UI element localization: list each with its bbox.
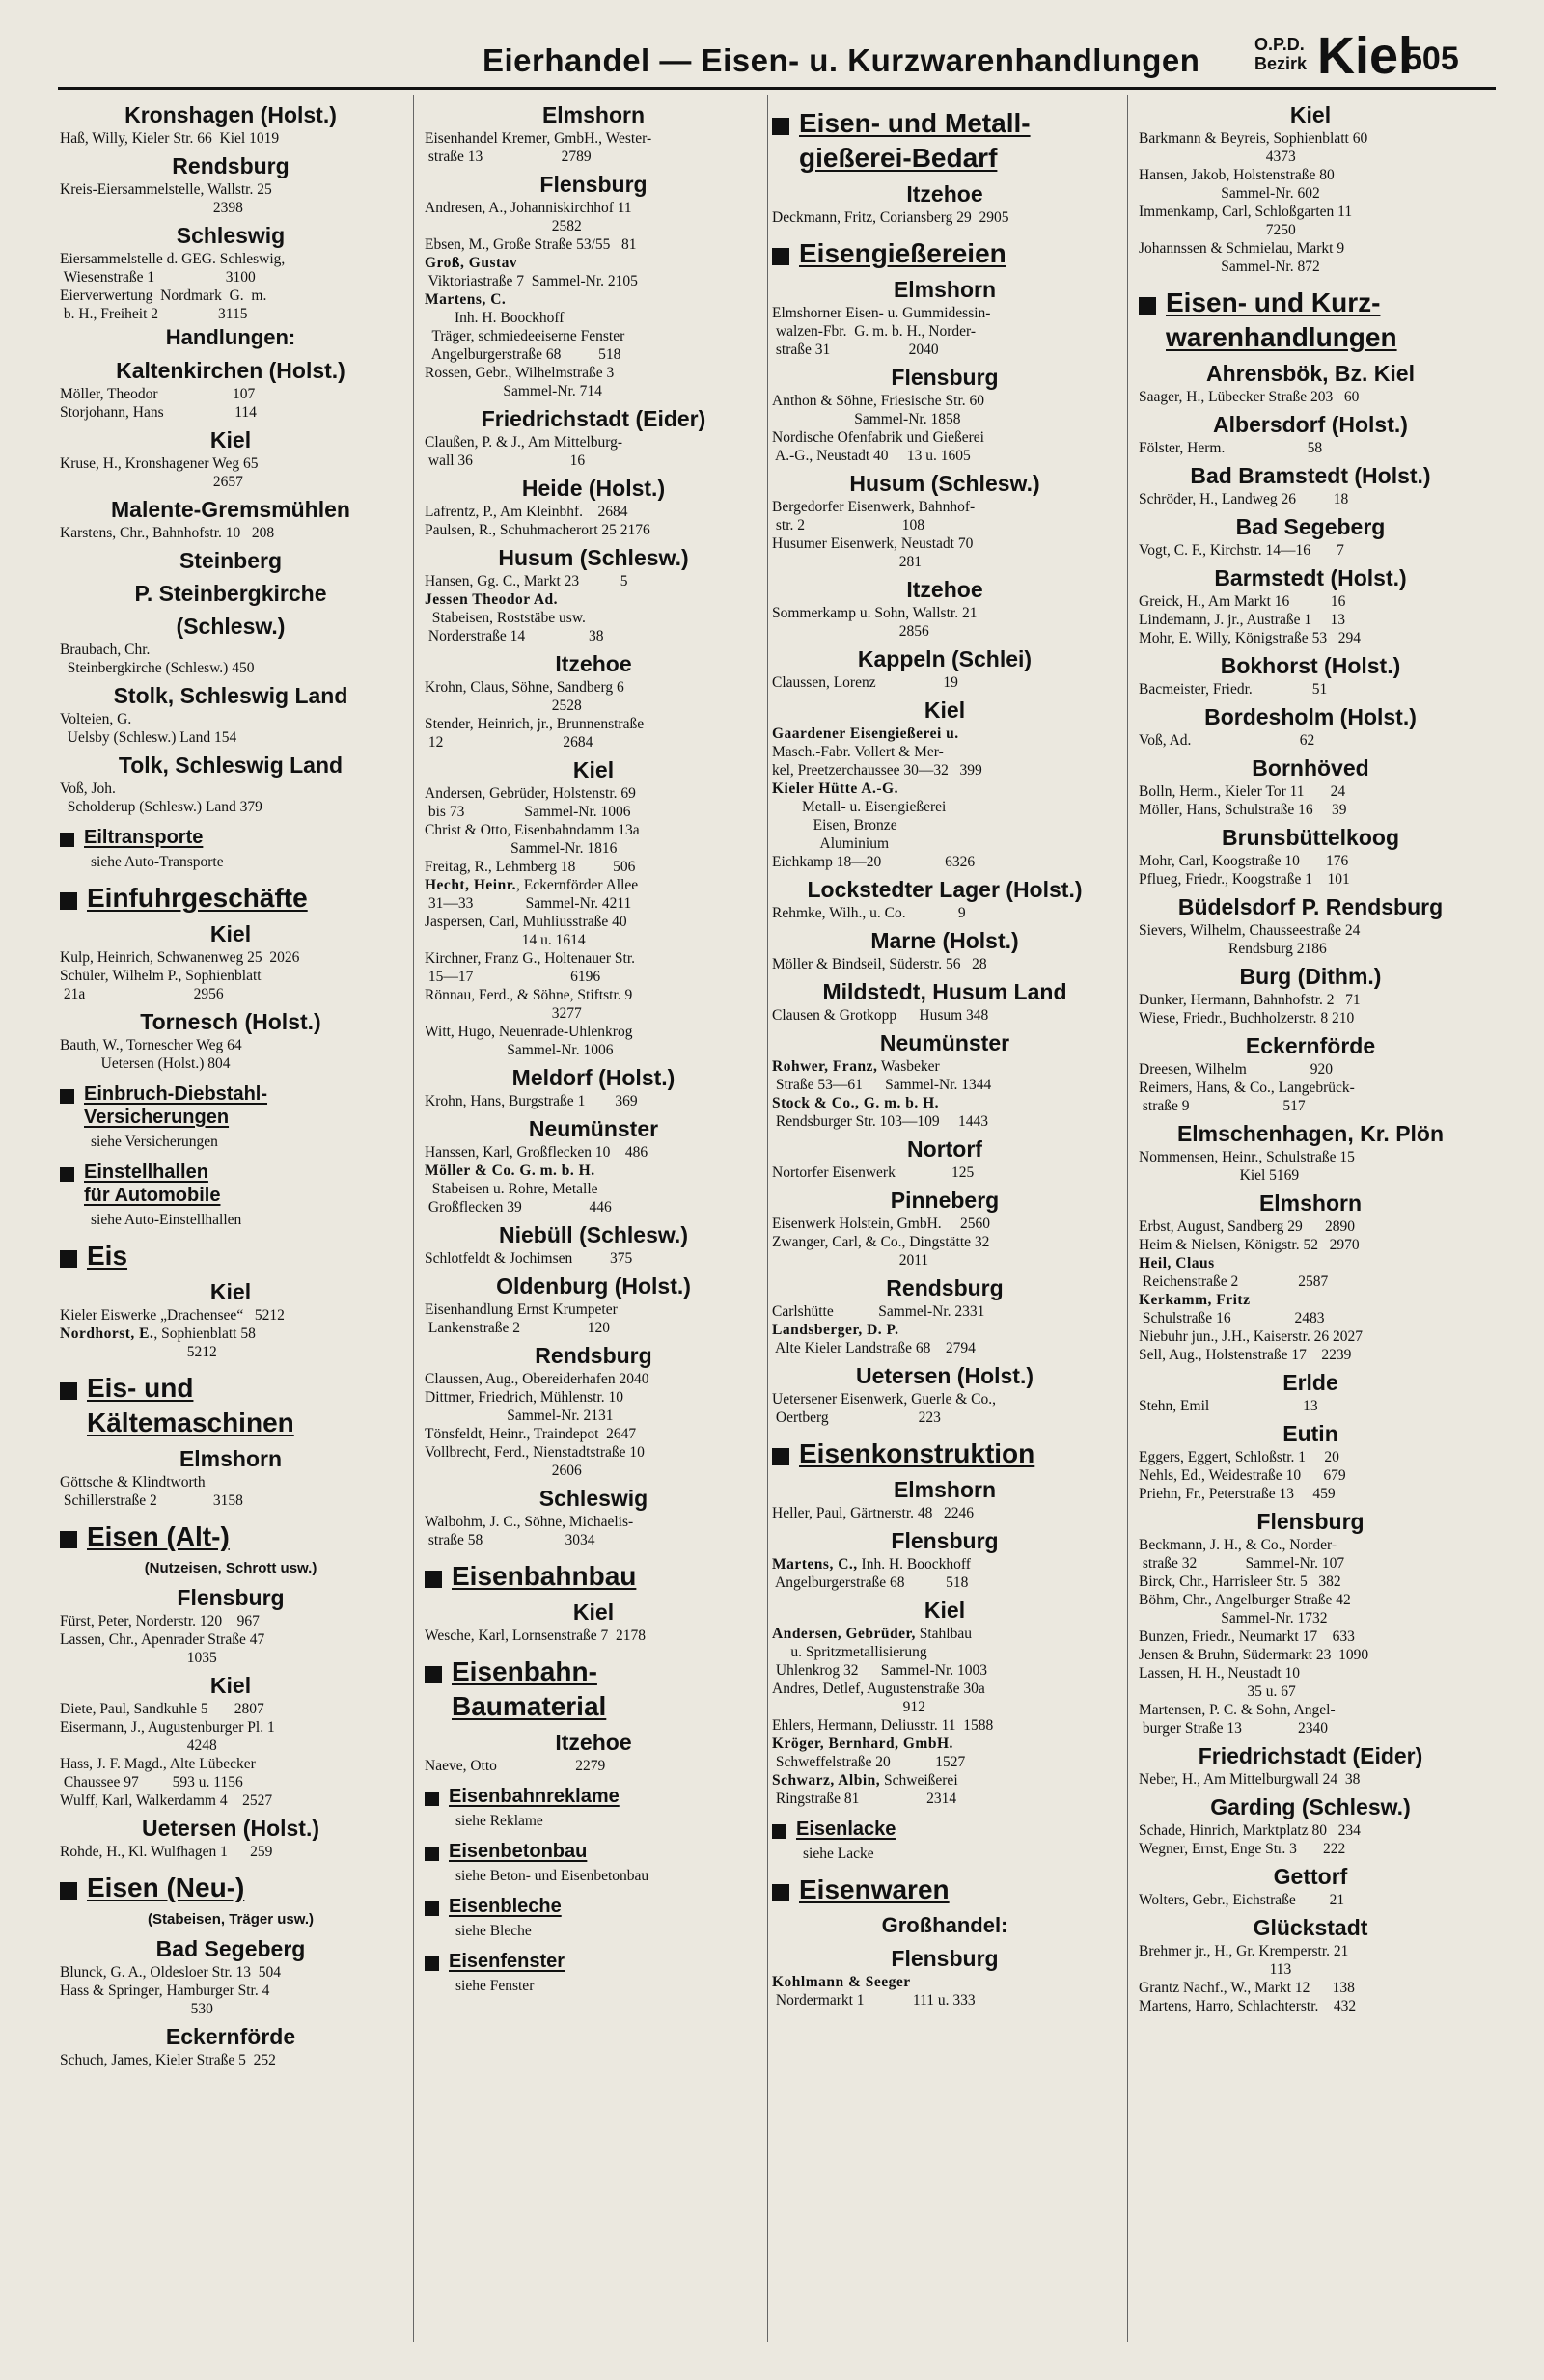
directory-entry: Claussen, Lorenz 19	[772, 674, 958, 691]
column-divider	[1127, 95, 1128, 2342]
directory-entry: Diete, Paul, Sandkuhle 5 2807	[60, 1701, 264, 1717]
cross-reference: siehe Fenster	[455, 1978, 535, 1994]
directory-entry: Husumer Eisenwerk, Neustadt 70 281	[772, 535, 974, 570]
location-heading: Neumünster	[879, 1030, 1010, 1055]
section-heading	[772, 1818, 1117, 1841]
section-heading	[60, 1161, 401, 1207]
directory-entry: Andersen, Gebrüder, Holstenstr. 69 bis 73 Sammel-Nr. 1006	[425, 785, 636, 820]
directory-entry: Christ & Otto, Eisenbahndamm 13a Sammel-Nr. 1816	[425, 822, 640, 857]
location-heading: Bokhorst (Holst.)	[1220, 653, 1401, 678]
directory-entry: Kieler Hütte A.-G. Metall- u. Eisengießerei Eisen, Bronze Aluminium	[772, 780, 947, 852]
directory-entry: Braubach, Chr. Steinbergkirche (Schlesw.) 450	[60, 642, 255, 676]
section-title: Eis	[87, 1241, 128, 1271]
location-heading: Neumünster	[528, 1116, 659, 1141]
location-heading: Oldenburg (Holst.)	[496, 1273, 691, 1299]
cross-reference: siehe Auto-Einstellhallen	[91, 1212, 242, 1228]
location-heading: Brunsbüttelkoog	[1222, 825, 1399, 850]
directory-entry: Clausen & Grotkopp Husum 348	[772, 1007, 989, 1024]
directory-entry: Gaardener Eisengießerei u. Masch.-Fabr. Vollert & Mer- kel, Preetzerchaussee 30—32 399	[772, 725, 982, 779]
directory-entry: Rohde, H., Kl. Wulfhagen 1 259	[60, 1844, 273, 1860]
directory-entry: Kieler Eiswerke „Drachensee“ 5212	[60, 1307, 285, 1324]
location-heading: Elmschenhagen, Kr. Plön	[1176, 1121, 1445, 1146]
directory-entry: Lassen, Chr., Apenrader Straße 47 1035	[60, 1631, 265, 1666]
section-title: Eisenbleche	[449, 1896, 562, 1917]
directory-entry: Dreesen, Wilhelm 920	[1139, 1061, 1333, 1078]
directory-entry: Eisenhandel Kremer, GmbH., Wester- straße 13 2789	[425, 130, 652, 165]
directory-entry: Heim & Nielsen, Königstr. 52 2970	[1139, 1237, 1360, 1253]
location-heading: Nortorf	[907, 1136, 982, 1162]
location-heading: Rendsburg	[172, 153, 290, 178]
directory-entry: Martens, C. Inh. H. Boockhoff Träger, schmiedeeiserne Fenster Angelburgerstraße 68 518	[425, 291, 625, 363]
location-heading: Uetersen (Holst.)	[141, 1816, 320, 1841]
directory-entry: Jessen Theodor Ad. Stabeisen, Roststäbe usw. Norderstraße 14 38	[425, 591, 604, 644]
district-city: Kiel	[1317, 27, 1414, 85]
section-title: Einbruch-Diebstahl- Versicherungen	[84, 1083, 268, 1128]
directory-entry: Sommerkamp u. Sohn, Wallstr. 21 2856	[772, 605, 978, 640]
section-note: (Nutzeisen, Schrott usw.)	[144, 1560, 317, 1576]
square-bullet-icon	[1139, 297, 1156, 315]
directory-entry: Landsberger, D. P. Alte Kieler Landstraße 68 2794	[772, 1322, 976, 1356]
page-number: 505	[1404, 41, 1459, 77]
directory-entry: Voß, Joh. Scholderup (Schlesw.) Land 379	[60, 780, 262, 815]
directory-entry: Wesche, Karl, Lornsenstraße 7 2178	[425, 1628, 647, 1644]
directory-entry: Nommensen, Heinr., Schulstraße 15 Kiel 5169	[1139, 1149, 1355, 1184]
directory-entry: Witt, Hugo, Neuenrade-Uhlenkrog Sammel-Nr. 1006	[425, 1024, 633, 1058]
section-title: Eisenfenster	[449, 1951, 565, 1972]
location-heading: Kiel	[572, 757, 615, 782]
square-bullet-icon	[60, 833, 74, 847]
location-heading: Kiel	[209, 1279, 252, 1304]
section-heading	[772, 1436, 1117, 1471]
cross-reference: siehe Reklame	[455, 1813, 543, 1829]
directory-entry: Stender, Heinrich, jr., Brunnenstraße 12 2684	[425, 716, 645, 751]
directory-entry: Wegner, Ernst, Enge Str. 3 222	[1139, 1841, 1346, 1857]
location-heading: Husum (Schlesw.)	[849, 471, 1040, 496]
location-heading: Kiel	[572, 1600, 615, 1625]
square-bullet-icon	[60, 1089, 74, 1104]
section-title: Eisen- und Kurz- warenhandlungen	[1166, 287, 1397, 352]
directory-entry: Kulp, Heinrich, Schwanenweg 25 2026	[60, 949, 300, 966]
directory-entry: Wulff, Karl, Walkerdamm 4 2527	[60, 1792, 273, 1809]
directory-entry: Hansen, Jakob, Holstenstraße 80 Sammel-Nr. 602	[1139, 167, 1335, 202]
directory-entry: Kröger, Bernhard, GmbH. Schweffelstraße 20 1527	[772, 1736, 966, 1770]
section-heading	[60, 881, 401, 916]
directory-entry: Neber, H., Am Mittelburgwall 24 38	[1139, 1771, 1361, 1788]
directory-entry: Martens, C., Inh. H. Boockhoff Angelburgerstraße 68 518	[772, 1556, 971, 1591]
section-title: Eisengießereien	[799, 238, 1006, 268]
location-heading: Mildstedt, Husum Land	[822, 979, 1067, 1004]
directory-entry: Schuch, James, Kieler Straße 5 252	[60, 2052, 276, 2068]
directory-entry: Volteien, G. Uelsby (Schlesw.) Land 154	[60, 711, 237, 746]
location-heading: Kiel	[924, 1598, 966, 1623]
directory-entry: Möller & Bindseil, Süderstr. 56 28	[772, 956, 987, 972]
directory-entry: Lassen, H. H., Neustadt 10 35 u. 67	[1139, 1665, 1301, 1700]
cross-reference: siehe Lacke	[803, 1846, 874, 1862]
directory-entry: Johannssen & Schmielau, Markt 9 Sammel-Nr. 872	[1139, 240, 1345, 275]
square-bullet-icon	[60, 1382, 77, 1400]
directory-entry: Bauth, W., Tornescher Weg 64 Uetersen (Holst.) 804	[60, 1037, 242, 1072]
location-heading: Kaltenkirchen (Holst.)	[116, 358, 345, 383]
location-heading: Itzehoe	[555, 1730, 632, 1755]
directory-entry: Nordische Ofenfabrik und Gießerei A.-G., Neustadt 40 13 u. 1605	[772, 429, 984, 464]
directory-entry: Mohr, Carl, Koogstraße 10 176	[1139, 853, 1349, 869]
directory-entry: Claussen, Aug., Obereiderhafen 2040	[425, 1371, 649, 1387]
directory-entry: Lafrentz, P., Am Kleinbhf. 2684	[425, 504, 628, 520]
directory-entry: Beckmann, J. H., & Co., Norder- straße 32 Sammel-Nr. 107	[1139, 1537, 1345, 1572]
square-bullet-icon	[425, 1792, 439, 1806]
column-1	[60, 96, 401, 2344]
section-heading	[772, 1873, 1117, 1907]
directory-entry: Möller, Theodor 107	[60, 386, 256, 402]
directory-entry: Tönsfeldt, Heinr., Traindepot 2647	[425, 1426, 637, 1442]
directory-entry: Kerkamm, Fritz Schulstraße 16 2483	[1139, 1292, 1325, 1327]
section-title: Eisenbetonbau	[449, 1841, 588, 1862]
location-heading: Flensburg	[177, 1585, 285, 1610]
column-divider	[413, 95, 414, 2342]
location-heading: Kiel	[209, 921, 252, 946]
subheading: Großhandel:	[881, 1913, 1008, 1937]
section-heading	[425, 1895, 762, 1918]
directory-entry: Rohwer, Franz, Wasbeker Straße 53—61 Sammel-Nr. 1344	[772, 1058, 992, 1093]
square-bullet-icon	[60, 1882, 77, 1900]
location-heading: Elmshorn	[893, 1477, 997, 1502]
directory-entry: Brehmer jr., H., Gr. Kremperstr. 21 113	[1139, 1943, 1349, 1978]
directory-entry: Heil, Claus Reichenstraße 2 2587	[1139, 1255, 1329, 1290]
location-heading: Flensburg	[539, 172, 648, 197]
directory-entry: Hass, J. F. Magd., Alte Lübecker Chaussee 97 593 u. 1156	[60, 1756, 256, 1791]
section-title: Eisen (Alt-)	[87, 1521, 230, 1551]
directory-entry: Claußen, P. & J., Am Mittelburg- wall 36 16	[425, 434, 623, 469]
directory-entry: Kohlmann & Seeger Nordermarkt 1 111 u. 333	[772, 1974, 976, 2009]
section-heading	[60, 1519, 401, 1554]
location-heading: Husum (Schlesw.)	[498, 545, 689, 570]
directory-entry: Grantz Nachf., W., Markt 12 138	[1139, 1980, 1355, 1996]
directory-entry: Andersen, Gebrüder, Stahlbau u. Spritzmetallisierung Uhlenkrog 32 Sammel-Nr. 1003	[772, 1626, 988, 1679]
location-heading: Schleswig	[538, 1486, 648, 1511]
directory-entry: Sell, Aug., Holstenstraße 17 2239	[1139, 1347, 1352, 1363]
column-4	[1139, 96, 1482, 2344]
section-heading	[60, 1371, 401, 1440]
section-title: Eisenbahnbau	[452, 1561, 637, 1591]
directory-entry: Fölster, Herm. 58	[1139, 440, 1323, 456]
section-title: Eis- und Kältemaschinen	[87, 1373, 294, 1437]
location-heading: Itzehoe	[555, 651, 632, 676]
location-heading: Kiel	[209, 1673, 252, 1698]
section-heading	[60, 1239, 401, 1273]
directory-entry: Möller, Hans, Schulstraße 16 39	[1139, 802, 1347, 818]
location-heading: Eckernförde	[165, 2024, 296, 2049]
directory-entry: Nortorfer Eisenwerk 125	[772, 1164, 975, 1181]
directory-entry: Rossen, Gebr., Wilhelmstraße 3 Sammel-Nr. 714	[425, 365, 615, 399]
directory-entry: Bergedorfer Eisenwerk, Bahnhof- str. 2 108	[772, 499, 976, 533]
directory-entry: Bacmeister, Friedr. 51	[1139, 681, 1328, 698]
directory-entry: Eggers, Eggert, Schloßstr. 1 20	[1139, 1449, 1339, 1465]
location-heading: Ahrensbök, Bz. Kiel	[1206, 361, 1415, 386]
directory-entry: Stehn, Emil 13	[1139, 1398, 1318, 1414]
location-heading: Elmshorn	[1258, 1190, 1363, 1216]
directory-entry: Deckmann, Fritz, Coriansberg 29 2905	[772, 209, 1009, 226]
directory-entry: Storjohann, Hans 114	[60, 404, 257, 421]
section-title: Eisenbahnreklame	[449, 1786, 620, 1807]
location-heading: Flensburg	[891, 1946, 999, 1971]
directory-entry: Hansen, Gg. C., Markt 23 5	[425, 573, 628, 589]
cross-reference: siehe Bleche	[455, 1923, 532, 1939]
directory-entry: Heller, Paul, Gärtnerstr. 48 2246	[772, 1505, 975, 1521]
column-2	[425, 96, 762, 2344]
section-heading	[425, 1785, 762, 1808]
location-heading: Eckernförde	[1245, 1033, 1376, 1058]
location-heading: Burg (Dithm.)	[1239, 964, 1382, 989]
location-heading: Marne (Holst.)	[870, 928, 1019, 953]
location-heading: Bordesholm (Holst.)	[1204, 704, 1417, 729]
square-bullet-icon	[772, 1824, 786, 1839]
section-title: Einstellhallen für Automobile	[84, 1162, 221, 1206]
directory-entry: Andresen, A., Johanniskirchhof 11 2582	[425, 200, 632, 234]
location-heading: Itzehoe	[906, 577, 983, 602]
directory-entry: Lindemann, J. jr., Austraße 1 13	[1139, 612, 1345, 628]
location-heading: Bad Segeberg	[1235, 514, 1386, 539]
location-heading: Flensburg	[1256, 1509, 1365, 1534]
directory-entry: Stock & Co., G. m. b. H. Rendsburger Str. 103—109 1443	[772, 1095, 989, 1130]
location-heading: Steinberg	[179, 548, 283, 573]
directory-entry: Schüler, Wilhelm P., Sophienblatt 21a 2956	[60, 968, 262, 1002]
section-title: Eiltransporte	[84, 827, 204, 848]
directory-entry: Carlshütte Sammel-Nr. 2331	[772, 1303, 985, 1320]
section-title: Eisenkonstruktion	[799, 1438, 1035, 1468]
directory-entry: Immenkamp, Carl, Schloßgarten 11 7250	[1139, 204, 1353, 238]
square-bullet-icon	[60, 1531, 77, 1548]
section-heading	[1139, 286, 1482, 355]
directory-entry: Freitag, R., Lehmberg 18 506	[425, 859, 636, 875]
location-heading: Friedrichstadt (Eider)	[1198, 1743, 1423, 1768]
location-heading: Stolk, Schleswig Land	[113, 683, 348, 708]
directory-entry: Reimers, Hans, & Co., Langebrück- straße 9 517	[1139, 1080, 1355, 1114]
location-heading: Gettorf	[1273, 1864, 1348, 1889]
location-heading: Kiel	[209, 427, 252, 452]
location-heading: Erlde	[1282, 1370, 1338, 1395]
location-heading: Kappeln (Schlei)	[857, 646, 1033, 671]
square-bullet-icon	[772, 1884, 789, 1901]
location-heading: Büdelsdorf P. Rendsburg	[1177, 894, 1444, 919]
directory-entry: Barkmann & Beyreis, Sophienblatt 60 4373	[1139, 130, 1368, 165]
directory-entry: Nehls, Ed., Weidestraße 10 679	[1139, 1467, 1346, 1484]
directory-entry: Niebuhr jun., J.H., Kaiserstr. 26 2027	[1139, 1328, 1364, 1345]
location-heading: Malente-Gremsmühlen	[111, 497, 350, 522]
directory-entry: Hanssen, Karl, Großflecken 10 486	[425, 1144, 648, 1161]
directory-entry: Pflueg, Friedr., Koogstraße 1 101	[1139, 871, 1350, 888]
section-heading	[772, 106, 1117, 176]
directory-entry: Eisenhandlung Ernst Krumpeter Lankenstraße 2 120	[425, 1301, 618, 1336]
section-heading	[772, 236, 1117, 271]
section-heading	[60, 1082, 401, 1129]
directory-entry: Fürst, Peter, Norderstr. 120 967	[60, 1613, 260, 1629]
directory-entry: Böhm, Chr., Angelburger Straße 42 Sammel-Nr. 1732	[1139, 1592, 1351, 1627]
location-heading: Rendsburg	[535, 1343, 652, 1368]
directory-entry: Haß, Willy, Kieler Str. 66 Kiel 1019	[60, 130, 280, 147]
directory-entry: Eiersammelstelle d. GEG. Schleswig, Wiesenstraße 1 3100	[60, 251, 286, 286]
directory-entry: Krohn, Hans, Burgstraße 1 369	[425, 1093, 638, 1109]
directory-entry: Jaspersen, Carl, Muhliusstraße 40 14 u. 1614	[425, 914, 627, 948]
section-heading	[425, 1655, 762, 1724]
location-heading: Bad Segeberg	[155, 1936, 306, 1961]
section-title: Eisenbahn- Baumaterial	[452, 1656, 607, 1721]
directory-entry: Göttsche & Klindtworth Schillerstraße 2 3158	[60, 1474, 243, 1509]
directory-entry: Vogt, C. F., Kirchstr. 14—16 7	[1139, 542, 1344, 559]
directory-entry: Naeve, Otto 2279	[425, 1758, 606, 1774]
opd-label: O.P.D. Bezirk	[1254, 35, 1308, 73]
section-heading	[425, 1840, 762, 1863]
location-heading: Bornhöved	[1252, 755, 1369, 780]
square-bullet-icon	[425, 1571, 442, 1588]
square-bullet-icon	[425, 1901, 439, 1916]
square-bullet-icon	[425, 1956, 439, 1971]
directory-entry: Wiese, Friedr., Buchholzerstr. 8 210	[1139, 1010, 1355, 1026]
directory-entry: Hass & Springer, Hamburger Str. 4 530	[60, 1983, 270, 2017]
directory-entry: Schade, Hinrich, Marktplatz 80 234	[1139, 1822, 1361, 1839]
directory-entry: Karstens, Chr., Bahnhofstr. 10 208	[60, 525, 275, 541]
subheading: Handlungen:	[165, 325, 296, 349]
location-heading: Eutin	[1282, 1421, 1338, 1446]
directory-entry: Nordhorst, E., Sophienblatt 58 5212	[60, 1326, 256, 1360]
directory-entry: Eichkamp 18—20 6326	[772, 854, 976, 870]
directory-entry: Bunzen, Friedr., Neumarkt 17 633	[1139, 1628, 1355, 1645]
cross-reference: siehe Versicherungen	[91, 1134, 218, 1150]
square-bullet-icon	[60, 1167, 74, 1182]
location-heading: Tornesch (Holst.)	[140, 1009, 321, 1034]
location-heading: P. Steinbergkirche	[134, 581, 327, 606]
section-title: Eisen- und Metall- gießerei-Bedarf	[799, 108, 1031, 173]
section-title: Einfuhrgeschäfte	[87, 883, 308, 913]
directory-entry: Mohr, E. Willy, Königstraße 53 294	[1139, 630, 1361, 646]
location-heading: Friedrichstadt (Eider)	[481, 406, 706, 431]
directory-entry: Groß, Gustav Viktoriastraße 7 Sammel-Nr. 2105	[425, 255, 638, 289]
location-heading: Uetersen (Holst.)	[855, 1363, 1034, 1388]
square-bullet-icon	[772, 118, 789, 135]
location-heading: Bad Bramstedt (Holst.)	[1190, 463, 1431, 488]
directory-entry: Eierverwertung Nordmark G. m. b. H., Freiheit 2 3115	[60, 287, 267, 322]
location-heading: Niebüll (Schlesw.)	[499, 1222, 688, 1247]
section-title: Eisen (Neu-)	[87, 1873, 245, 1902]
directory-entry: Dunker, Hermann, Bahnhofstr. 2 71	[1139, 992, 1361, 1008]
directory-entry: Elmshorner Eisen- u. Gummidessin- walzen-Fbr. G. m. b. H., Norder- straße 31 2040	[772, 305, 991, 358]
section-heading	[425, 1950, 762, 1973]
square-bullet-icon	[772, 1448, 789, 1465]
location-heading: Garding (Schlesw.)	[1210, 1794, 1411, 1819]
location-heading: Elmshorn	[541, 102, 646, 127]
location-heading: Tolk, Schleswig Land	[118, 752, 344, 778]
directory-entry: Kirchner, Franz G., Holtenauer Str. 15—17 6196	[425, 950, 636, 985]
location-heading: Kiel	[924, 698, 966, 723]
directory-entry: Ehlers, Hermann, Deliusstr. 11 1588	[772, 1717, 994, 1734]
directory-entry: Blunck, G. A., Oldesloer Str. 13 504	[60, 1964, 282, 1981]
directory-entry: Schröder, H., Landweg 26 18	[1139, 491, 1349, 507]
square-bullet-icon	[60, 1250, 77, 1268]
section-heading	[60, 826, 401, 849]
directory-entry: Birck, Chr., Harrisleer Str. 5 382	[1139, 1573, 1341, 1590]
directory-entry: Hecht, Heinr., Eckernförder Allee 31—33 Sammel-Nr. 4211	[425, 877, 639, 912]
location-heading: Lockstedter Lager (Holst.)	[807, 877, 1083, 902]
location-heading: Albersdorf (Holst.)	[1213, 412, 1408, 437]
section-note: (Stabeisen, Träger usw.)	[148, 1911, 314, 1928]
directory-entry: Paulsen, R., Schuhmacherort 25 2176	[425, 522, 650, 538]
directory-entry: Uetersener Eisenwerk, Guerle & Co., Oertberg 223	[772, 1391, 996, 1426]
directory-entry: Wolters, Gebr., Eichstraße 21	[1139, 1892, 1345, 1908]
square-bullet-icon	[425, 1847, 439, 1861]
directory-entry: Jensen & Bruhn, Südermarkt 23 1090	[1139, 1647, 1369, 1663]
location-heading: Kronshagen (Holst.)	[124, 102, 337, 127]
location-heading: (Schlesw.)	[176, 614, 286, 639]
directory-entry: Dittmer, Friedrich, Mühlenstr. 10 Sammel-Nr. 2131	[425, 1389, 624, 1424]
directory-entry: Schlotfeldt & Jochimsen 375	[425, 1250, 633, 1267]
location-heading: Heide (Holst.)	[521, 476, 666, 501]
location-heading: Itzehoe	[906, 181, 983, 206]
column-3	[772, 96, 1117, 2344]
directory-entry: Kruse, H., Kronshagener Weg 65 2657	[60, 455, 259, 490]
directory-entry: Walbohm, J. C., Söhne, Michaelis- straße 58 3034	[425, 1514, 634, 1548]
directory-entry: Sievers, Wilhelm, Chausseestraße 24 Rendsburg 2186	[1139, 922, 1361, 957]
square-bullet-icon	[772, 248, 789, 265]
directory-entry: Eisenwerk Holstein, GmbH. 2560	[772, 1216, 991, 1232]
directory-entry: Priehn, Fr., Peterstraße 13 459	[1139, 1486, 1336, 1502]
directory-entry: Ebsen, M., Große Straße 53/55 81	[425, 236, 637, 253]
location-heading: Elmshorn	[179, 1446, 283, 1471]
directory-entry: Schwarz, Albin, Schweißerei Ringstraße 81 2314	[772, 1772, 958, 1807]
location-heading: Barmstedt (Holst.)	[1214, 565, 1407, 590]
directory-entry: Andres, Detlef, Augustenstraße 30a 912	[772, 1681, 985, 1715]
page-title: Eierhandel — Eisen- u. Kurzwarenhandlungen	[482, 42, 1200, 78]
location-heading: Flensburg	[891, 1528, 999, 1553]
directory-entry: Eisermann, J., Augustenburger Pl. 1 4248	[60, 1719, 275, 1754]
location-heading: Pinneberg	[890, 1188, 1000, 1213]
directory-entry: Zwanger, Carl, & Co., Dingstätte 32 2011	[772, 1234, 990, 1269]
directory-entry: Möller & Co. G. m. b. H. Stabeisen u. Rohre, Metalle Großflecken 39 446	[425, 1163, 612, 1216]
square-bullet-icon	[425, 1666, 442, 1683]
directory-entry: Saager, H., Lübecker Straße 203 60	[1139, 389, 1360, 405]
page-header	[58, 29, 1496, 90]
directory-entry: Greick, H., Am Markt 16 16	[1139, 593, 1346, 610]
cross-reference: siehe Beton- und Eisenbetonbau	[455, 1868, 649, 1884]
section-heading	[60, 1871, 401, 1905]
location-heading: Kiel	[1289, 102, 1332, 127]
location-heading: Meldorf (Holst.)	[511, 1065, 676, 1090]
directory-entry: Martens, Harro, Schlachterstr. 432	[1139, 1998, 1357, 2014]
directory-entry: Rehmke, Wilh., u. Co. 9	[772, 905, 966, 921]
square-bullet-icon	[60, 892, 77, 910]
directory-entry: Martensen, P. C. & Sohn, Angel- burger Straße 13 2340	[1139, 1702, 1336, 1737]
directory-entry: Erbst, August, Sandberg 29 2890	[1139, 1218, 1356, 1235]
location-heading: Glückstadt	[1253, 1915, 1368, 1940]
column-divider	[767, 95, 768, 2342]
directory-entry: Krohn, Claus, Söhne, Sandberg 6 2528	[425, 679, 624, 714]
directory-entry: Vollbrecht, Ferd., Nienstadtstraße 10 2606	[425, 1444, 645, 1479]
directory-entry: Voß, Ad. 62	[1139, 732, 1315, 749]
location-heading: Elmshorn	[893, 277, 997, 302]
section-title: Eisenlacke	[796, 1819, 896, 1840]
section-title: Eisenwaren	[799, 1874, 950, 1904]
location-heading: Rendsburg	[886, 1275, 1004, 1300]
directory-entry: Bolln, Herm., Kieler Tor 11 24	[1139, 783, 1346, 800]
cross-reference: siehe Auto-Transporte	[91, 854, 224, 870]
directory-entry: Rönnau, Ferd., & Söhne, Stiftstr. 9 3277	[425, 987, 633, 1022]
section-heading	[425, 1559, 762, 1594]
directory-entry: Anthon & Söhne, Friesische Str. 60 Sammel-Nr. 1858	[772, 393, 985, 427]
location-heading: Flensburg	[891, 365, 999, 390]
directory-entry: Kreis-Eiersammelstelle, Wallstr. 25 2398	[60, 181, 272, 216]
location-heading: Schleswig	[176, 223, 286, 248]
